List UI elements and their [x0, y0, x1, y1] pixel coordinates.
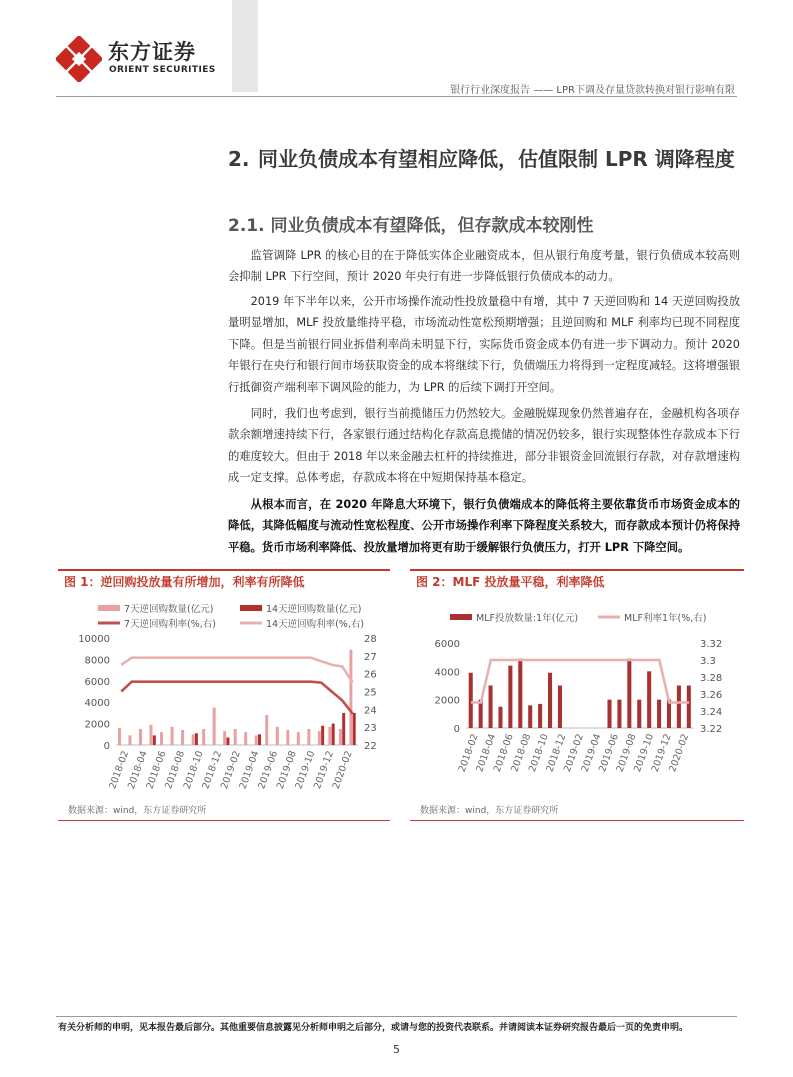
fig1-bar	[118, 728, 121, 745]
fig2-bar	[617, 700, 621, 728]
fig1-x-tick-label: 2018-06	[144, 749, 169, 791]
fig2-x-tick-label: 2019-04	[579, 732, 604, 774]
fig1-bar	[353, 713, 356, 745]
fig1-series-line	[121, 658, 352, 683]
fig2-x-tick-label: 2018-10	[526, 732, 551, 774]
fig2-y2-tick-label: 3.22	[700, 724, 723, 735]
fig1-bar	[349, 650, 352, 745]
fig2-y2-tick-label: 3.32	[700, 639, 723, 650]
fig1-bar	[234, 729, 237, 745]
body-paragraph: 同时，我们也考虑到，银行当前揽储压力仍然较大。金融脱媒现象仍然普遍存在，金融机构各项存款余额增速持续下行，各家银行通过结构化存款高息揽储的情况仍较多，银行实现整体性存款成本下行的难度较大。但由于 2018 年以来金融去杠杆的持续推进，部分非银资金回流银行存款，对存款增速构成一定支撑。总体考虑，存款成本将在中短期保持基本稳定。	[228, 407, 740, 485]
fig1-bar	[226, 738, 229, 745]
logo-mark-icon	[56, 36, 102, 82]
fig2-bar	[518, 659, 522, 728]
fig2-bar	[469, 673, 473, 728]
fig1-bar	[342, 713, 345, 745]
fig2-y-tick-label: 6000	[434, 639, 460, 650]
fig2-x-tick-label: 2019-06	[597, 732, 622, 774]
fig2-y-tick-label: 2000	[434, 695, 460, 707]
fig2-bar	[479, 700, 483, 728]
logo-english-name: ORIENT SECURITIES	[109, 65, 216, 75]
fig1-legend-label: 14天逆回购数量(亿元)	[266, 604, 362, 615]
fig2-x-tick-label: 2018-06	[491, 732, 516, 774]
logo-chinese-name: 东方证券	[108, 40, 196, 64]
figure-2-title: 图 2：MLF 投放量平稳，利率降低	[416, 575, 605, 589]
fig2-bar	[498, 707, 502, 728]
fig1-y2-tick-label: 23	[364, 723, 377, 735]
fig1-bar	[255, 735, 258, 745]
fig1-y-tick-label: 4000	[84, 698, 110, 710]
fig2-legend-label: MLF投放数量:1年(亿元)	[476, 613, 579, 624]
fig1-y2-tick-label: 27	[364, 651, 377, 663]
fig2-bar	[637, 700, 641, 728]
figure-1-chart	[58, 598, 390, 798]
fig1-bar	[265, 715, 268, 745]
fig2-x-tick-label: 2019-08	[614, 732, 639, 774]
fig1-bar	[276, 727, 279, 745]
fig2-bar	[647, 671, 651, 728]
fig2-bar	[667, 700, 671, 728]
fig2-y-tick-label: 4000	[434, 667, 460, 679]
fig1-x-tick-label: 2018-04	[125, 749, 150, 791]
fig1-x-tick-label: 2019-10	[293, 749, 318, 791]
fig1-x-tick-label: 2019-08	[274, 749, 299, 791]
section-title: 同业负债成本有望相应降低，估值限制 LPR 调降程度	[258, 147, 735, 171]
fig1-bar	[181, 730, 184, 745]
figure-1-bottom-rule	[58, 820, 390, 821]
fig2-x-tick-label: 2018-08	[509, 732, 534, 774]
fig1-bar	[318, 731, 321, 745]
fig1-legend-label: 7天逆回购数量(亿元)	[124, 604, 214, 615]
section-number: 2.	[228, 147, 250, 171]
fig1-x-tick-label: 2019-04	[237, 749, 262, 791]
fig1-y-tick-label: 0	[103, 741, 110, 752]
header-divider	[56, 96, 737, 97]
fig1-bar	[192, 734, 195, 745]
fig1-y2-tick-label: 25	[364, 687, 377, 699]
conclusion-paragraph: 从根本而言，在 2020 年降息大环境下，银行负债端成本的降低将主要依靠货币市场资金成本的降低，其降低幅度与流动性宽松程度、公开市场操作利率下降程度关系较大，而存款成本预计仍将保持平稳。货币市场利率降低、投放量增加将更有助于缓解银行负债压力，打开 LPR 下降空间。	[228, 498, 740, 554]
fig2-bar	[508, 666, 512, 728]
fig2-bar	[558, 686, 562, 729]
fig1-x-tick-label: 2019-06	[256, 749, 281, 791]
fig1-bar	[160, 732, 163, 745]
figure-2-bottom-rule	[410, 820, 744, 821]
fig1-bar	[244, 732, 247, 745]
fig2-x-tick-label: 2018-12	[544, 732, 569, 774]
fig2-bar	[528, 705, 532, 728]
fig1-bar	[321, 726, 324, 745]
fig1-x-tick-label: 2020-02	[330, 749, 355, 791]
fig1-y-tick-label: 6000	[84, 676, 110, 688]
fig1-x-tick-label: 2018-02	[107, 749, 132, 791]
fig2-bar	[677, 686, 681, 729]
fig1-y-tick-label: 2000	[84, 719, 110, 731]
figure-2-chart	[410, 598, 744, 798]
fig1-bar	[171, 727, 174, 745]
fig2-x-tick-label: 2018-02	[456, 732, 481, 774]
fig2-x-tick-label: 2019-02	[562, 732, 586, 774]
page-number: 5	[393, 1043, 400, 1056]
fig2-bar	[548, 673, 552, 728]
fig1-series-line	[121, 682, 352, 714]
fig2-bar	[687, 686, 691, 729]
fig2-legend-swatch	[450, 614, 472, 620]
fig1-bar	[307, 729, 310, 745]
figure-2-top-rule	[410, 569, 744, 571]
section-heading	[228, 144, 743, 174]
fig1-bar	[258, 734, 261, 745]
fig2-bar	[657, 700, 661, 728]
fig2-bar	[489, 686, 493, 729]
fig1-x-tick-label: 2018-12	[200, 749, 225, 791]
fig1-bar	[139, 729, 142, 745]
subsection-heading: 2.1. 同业负债成本有望降低，但存款成本较刚性	[228, 216, 594, 236]
fig1-bar	[297, 732, 300, 745]
figure-1-title: 图 1：逆回购投放量有所增加，利率有所降低	[64, 575, 305, 589]
figure-2-source: 数据来源：wind，东方证券研究所	[420, 806, 559, 816]
body-paragraph: 2019 年下半年以来，公开市场操作流动性投放量稳中有增，其中 7 天逆回购和 14 天逆回购投放量明显增加，MLF 投放量维持平稳，市场流动性宽松预期增强；且逆回购和 MLF 利率均已现不同程度下降。但是当前银行同业拆借利率尚未明显下行，实际货币资金成本仍有进一步下调动力。预计 2020 年银行在央行和银行间市场获取资金的成本将继续下行，负债端压力将得到一定程度减轻。这将增强银行抵御资产端利率下调风险的能力，为 LPR 的后续下调打开空间。	[228, 295, 740, 394]
fig2-series-line	[471, 660, 689, 703]
fig2-x-tick-label: 2018-04	[474, 732, 499, 774]
fig1-legend-label: 14天逆回购利率(%,右)	[266, 619, 365, 630]
body-paragraph: 监管调降 LPR 的核心目的在于降低实体企业融资成本，但从银行角度考量，银行负债成本较高则会抑制 LPR 下行空间，预计 2020 年央行有进一步降低银行负债成本的动力。	[228, 249, 740, 284]
fig1-y2-tick-label: 28	[364, 634, 377, 645]
fig1-y2-tick-label: 22	[364, 741, 377, 752]
fig2-y2-tick-label: 3.26	[700, 690, 723, 701]
fig2-y2-tick-label: 3.24	[700, 707, 723, 718]
fig1-y-tick-label: 10000	[78, 634, 110, 645]
fig1-y2-tick-label: 26	[364, 669, 377, 681]
fig1-bar	[328, 727, 331, 745]
footer-disclaimer: 有关分析师的申明，见本报告最后部分。其他重要信息披露见分析师申明之后部分，或请与您的投资代表联系。并请阅读本证券研究报告最后一页的免责申明。	[58, 1023, 689, 1033]
fig1-x-tick-label: 2018-08	[163, 749, 188, 791]
fig1-y-tick-label: 8000	[84, 655, 110, 667]
fig2-bar	[607, 700, 611, 728]
fig2-x-tick-label: 2019-10	[632, 732, 657, 774]
report-header-title: 银行行业深度报告 —— LPR下调及存量贷款转换对银行影响有限	[450, 85, 735, 96]
fig1-bar	[202, 729, 205, 745]
fig1-x-tick-label: 2018-10	[181, 749, 206, 791]
fig2-bar	[538, 704, 542, 728]
fig2-y-tick-label: 0	[453, 724, 460, 735]
fig1-bar	[223, 731, 226, 745]
figure-1-source: 数据来源：wind，东方证券研究所	[68, 806, 207, 816]
fig1-legend-label: 7天逆回购利率(%,右)	[124, 619, 217, 630]
fig1-bar	[195, 733, 198, 745]
fig1-x-tick-label: 2019-12	[312, 749, 337, 791]
fig1-legend-swatch	[240, 605, 262, 611]
fig1-bar	[286, 730, 289, 745]
fig1-y2-tick-label: 24	[364, 705, 377, 717]
fig2-x-tick-label: 2020-02	[667, 732, 692, 774]
fig2-y2-tick-label: 3.3	[700, 656, 716, 667]
company-logo	[56, 36, 236, 86]
fig1-bar	[332, 724, 335, 745]
fig1-bar	[128, 735, 131, 745]
fig1-bar	[150, 725, 153, 745]
fig1-legend-swatch	[98, 605, 120, 611]
fig1-bar	[339, 729, 342, 745]
fig1-bar	[153, 735, 156, 745]
fig2-y2-tick-label: 3.28	[700, 673, 723, 684]
fig2-bar	[627, 659, 631, 728]
fig1-bar	[213, 708, 216, 745]
figure-1-top-rule	[58, 569, 390, 571]
fig2-legend-label: MLF利率1年(%,右)	[624, 613, 707, 624]
fig2-x-tick-label: 2019-12	[649, 732, 674, 774]
footer-divider	[56, 1016, 737, 1017]
fig1-x-tick-label: 2019-02	[219, 749, 243, 791]
